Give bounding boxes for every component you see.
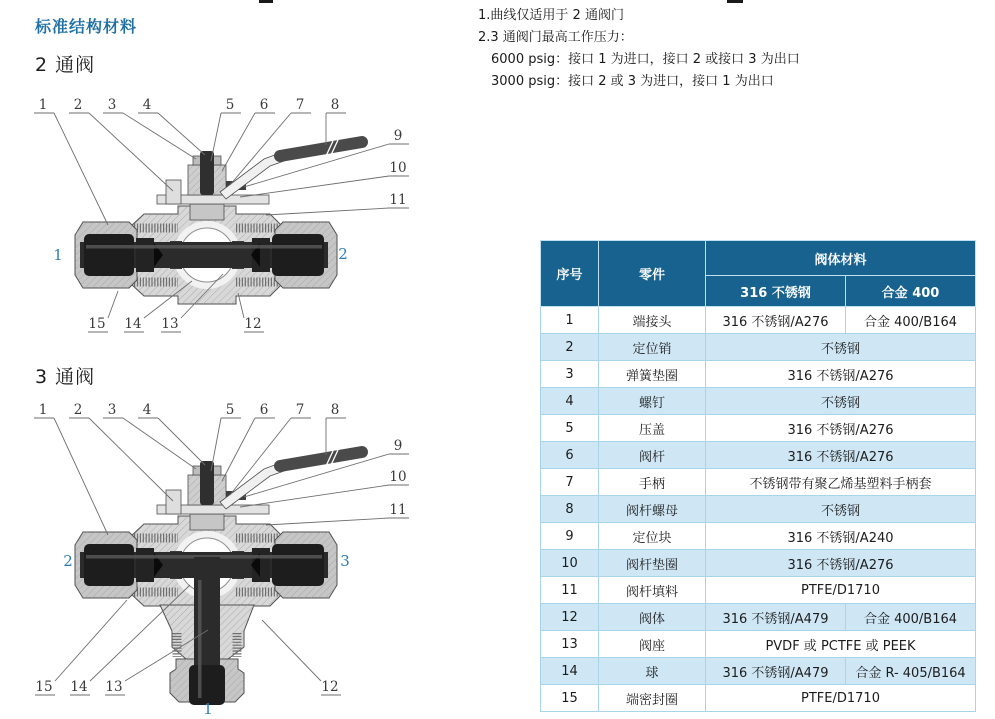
row-no: 2 <box>541 334 599 361</box>
row-part: 阀体 <box>599 604 706 631</box>
callout-number: 15 <box>35 679 53 695</box>
materials-table <box>540 240 976 712</box>
note-line: 1.曲线仅适用于 2 通阀门 <box>478 8 624 23</box>
callout-number: 12 <box>244 316 262 332</box>
note-line: 2.3 通阀门最高工作压力： <box>478 30 633 45</box>
callout-number: 6 <box>259 97 269 113</box>
callout-number: 10 <box>389 160 407 176</box>
row-material-span: 不锈钢 <box>706 496 976 523</box>
pressure-notes <box>478 5 800 93</box>
callout-number: 2 <box>73 402 83 418</box>
callout-number: 14 <box>124 316 142 332</box>
row-part: 阀杆垫圈 <box>599 550 706 577</box>
row-part: 阀杆填料 <box>599 577 706 604</box>
page-title: 标准结构材料 <box>35 17 138 36</box>
two-way-valve-diagram <box>30 95 440 345</box>
row-material-alloy: 合金 400/B164 <box>846 604 976 631</box>
handle-grip <box>280 142 362 156</box>
row-material-span: 316 不锈钢/A240 <box>706 523 976 550</box>
row-material-span: PTFE/D1710 <box>706 685 976 712</box>
row-no: 14 <box>541 658 599 685</box>
row-material-span: 316 不锈钢/A276 <box>706 361 976 388</box>
row-no: 15 <box>541 685 599 712</box>
port-number-label: 1 <box>53 246 63 264</box>
row-material-alloy: 合金 400/B164 <box>846 307 976 334</box>
col-header-316ss: 316 不锈钢 <box>706 276 846 307</box>
valve-artwork-3way <box>75 450 362 705</box>
callout-number: 3 <box>107 402 117 418</box>
callout-number: 14 <box>70 679 88 695</box>
callout-number: 11 <box>389 192 407 208</box>
row-no: 3 <box>541 361 599 388</box>
row-material-316: 316 不锈钢/A479 <box>706 604 846 631</box>
row-no: 9 <box>541 523 599 550</box>
callout-number: 9 <box>393 438 403 454</box>
table-row <box>541 307 976 334</box>
row-material-span: PTFE/D1710 <box>706 577 976 604</box>
three-way-valve-diagram <box>30 400 440 719</box>
callout-number: 10 <box>389 469 407 485</box>
col-header-alloy400: 合金 400 <box>846 276 976 307</box>
table-row <box>541 469 976 496</box>
col-header-body-material: 阀体材料 <box>706 241 976 276</box>
row-material-span: 316 不锈钢/A276 <box>706 442 976 469</box>
table-row <box>541 577 976 604</box>
row-part: 定位销 <box>599 334 706 361</box>
table-row <box>541 496 976 523</box>
callout-number: 7 <box>295 97 305 113</box>
callout-number: 11 <box>389 502 407 518</box>
row-part: 端接头 <box>599 307 706 334</box>
row-material-span: 316 不锈钢/A276 <box>706 415 976 442</box>
col-header-part: 零件 <box>599 241 706 307</box>
table-row <box>541 334 976 361</box>
port-number-label: 3 <box>340 552 350 570</box>
callout-number: 7 <box>295 402 305 418</box>
table-row <box>541 685 976 712</box>
row-part: 螺钉 <box>599 388 706 415</box>
section-title-3way: 3 通阀 <box>35 366 96 388</box>
table-row <box>541 550 976 577</box>
table-row <box>541 361 976 388</box>
note-line: 3000 psig：接口 2 或 3 为进口，接口 1 为出口 <box>491 74 774 89</box>
table-row <box>541 415 976 442</box>
callout-number: 5 <box>225 97 235 113</box>
row-part: 定位块 <box>599 523 706 550</box>
callout-number: 1 <box>38 97 48 113</box>
row-part: 弹簧垫圈 <box>599 361 706 388</box>
row-no: 13 <box>541 631 599 658</box>
row-material-span: PVDF 或 PCTFE 或 PEEK <box>706 631 976 658</box>
port-number-label: 1 <box>203 700 213 718</box>
row-no: 11 <box>541 577 599 604</box>
row-no: 8 <box>541 496 599 523</box>
row-part: 阀杆螺母 <box>599 496 706 523</box>
table-row <box>541 523 976 550</box>
handle-grip <box>280 452 362 466</box>
port-number-label: 2 <box>338 245 348 263</box>
page-edge-artifact <box>259 0 273 3</box>
row-part: 压盖 <box>599 415 706 442</box>
row-material-span: 不锈钢 <box>706 334 976 361</box>
row-no: 10 <box>541 550 599 577</box>
row-part: 手柄 <box>599 469 706 496</box>
note-line: 6000 psig：接口 1 为进口，接口 2 或接口 3 为出口 <box>491 52 800 67</box>
callout-number: 3 <box>107 97 117 113</box>
table-row <box>541 388 976 415</box>
row-material-span: 316 不锈钢/A276 <box>706 550 976 577</box>
row-part: 阀座 <box>599 631 706 658</box>
row-material-span: 不锈钢 <box>706 388 976 415</box>
callout-number: 8 <box>330 97 340 113</box>
table-row <box>541 604 976 631</box>
callout-number: 9 <box>393 128 403 144</box>
materials-table-body <box>541 307 976 712</box>
row-no: 1 <box>541 307 599 334</box>
callout-number: 13 <box>161 316 179 332</box>
row-no: 5 <box>541 415 599 442</box>
row-no: 12 <box>541 604 599 631</box>
row-material-span: 不锈钢带有聚乙烯基塑料手柄套 <box>706 469 976 496</box>
callout-number: 8 <box>330 402 340 418</box>
callout-number: 5 <box>225 402 235 418</box>
page-edge-artifact <box>727 0 743 3</box>
section-title-2way: 2 通阀 <box>35 54 96 76</box>
row-no: 6 <box>541 442 599 469</box>
row-no: 7 <box>541 469 599 496</box>
table-row <box>541 442 976 469</box>
table-row <box>541 631 976 658</box>
row-material-316: 316 不锈钢/A479 <box>706 658 846 685</box>
row-part: 端密封圈 <box>599 685 706 712</box>
callout-number: 4 <box>142 402 152 418</box>
table-row <box>541 658 976 685</box>
row-material-alloy: 合金 R- 405/B164 <box>846 658 976 685</box>
row-no: 4 <box>541 388 599 415</box>
port-number-label: 2 <box>63 552 73 570</box>
row-material-316: 316 不锈钢/A276 <box>706 307 846 334</box>
callout-number: 2 <box>73 97 83 113</box>
row-part: 阀杆 <box>599 442 706 469</box>
col-header-no: 序号 <box>541 241 599 307</box>
callout-number: 6 <box>259 402 269 418</box>
callout-number: 13 <box>105 679 123 695</box>
callout-number: 4 <box>142 97 152 113</box>
row-part: 球 <box>599 658 706 685</box>
callout-number: 12 <box>321 679 339 695</box>
callout-number: 15 <box>88 316 106 332</box>
callout-number: 1 <box>38 402 48 418</box>
